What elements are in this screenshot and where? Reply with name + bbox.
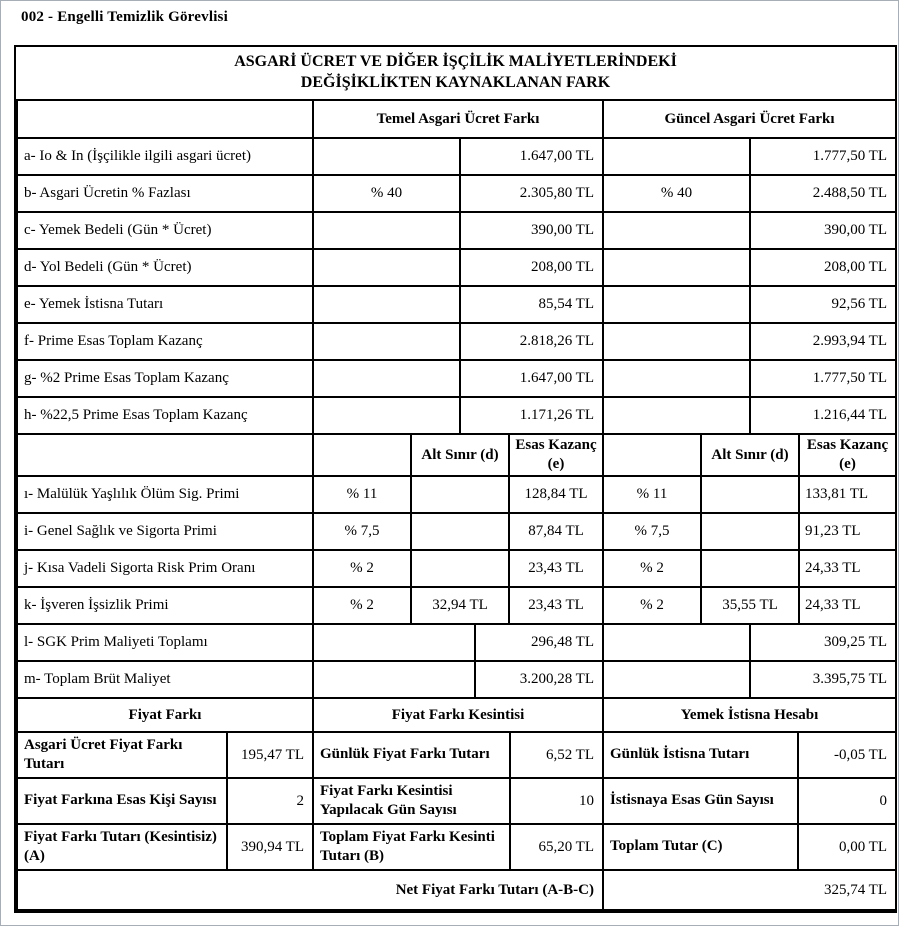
bottom-label: Asgari Ücret Fiyat Farkı Tutarı (17, 732, 227, 778)
row-label: d- Yol Bedeli (Gün * Ücret) (17, 249, 313, 286)
table-row (17, 434, 896, 476)
table-row (17, 870, 896, 910)
esas-kazanc-cell: 24,33 TL (799, 550, 896, 587)
percent-cell (313, 360, 460, 397)
percent-cell (313, 323, 460, 360)
percent-cell: % 40 (313, 175, 460, 212)
percent-cell (603, 138, 750, 175)
row-label: g- %2 Prime Esas Toplam Kazanç (17, 360, 313, 397)
amount-cell: 3.200,28 TL (475, 661, 603, 698)
section-premium-rows (16, 433, 897, 625)
empty-cell (313, 434, 411, 476)
empty-cell (603, 624, 750, 661)
bottom-label: Toplam Fiyat Farkı Kesinti Tutarı (B) (313, 824, 510, 870)
table-row (17, 732, 896, 778)
table-row (17, 100, 896, 138)
table-row (17, 175, 896, 212)
table-row (17, 286, 896, 323)
table-title-line1: ASGARİ ÜCRET VE DİĞER İŞÇİLİK MALİYETLERİNDEKİ (234, 53, 677, 71)
row-label: a- Io & In (İşçilikle ilgili asgari ücret) (17, 138, 313, 175)
amount-cell: 208,00 TL (460, 249, 603, 286)
percent-cell (313, 212, 460, 249)
alt-sinir-cell (411, 513, 509, 550)
section-header-fiyat-farki: Fiyat Farkı (17, 698, 313, 732)
amount-cell: 390,00 TL (750, 212, 896, 249)
bottom-value: 6,52 TL (510, 732, 603, 778)
table-row (17, 624, 896, 661)
bottom-label: Günlük İstisna Tutarı (603, 732, 798, 778)
page-title: 002 - Engelli Temizlik Görevlisi (21, 9, 228, 25)
amount-cell: 296,48 TL (475, 624, 603, 661)
amount-cell: 1.777,50 TL (750, 360, 896, 397)
alt-sinir-cell (411, 476, 509, 513)
table-row (17, 397, 896, 434)
row-label: f- Prime Esas Toplam Kazanç (17, 323, 313, 360)
esas-kazanc-cell: 87,84 TL (509, 513, 603, 550)
percent-cell: % 7,5 (603, 513, 701, 550)
empty-cell (603, 434, 701, 476)
table-title (16, 47, 895, 99)
table-row (17, 249, 896, 286)
subheader-esas-kazanc: Esas Kazanç (e) (799, 434, 896, 476)
bottom-label: Toplam Tutar (C) (603, 824, 798, 870)
column-header-guncel: Güncel Asgari Ücret Farkı (603, 100, 896, 138)
percent-cell (603, 286, 750, 323)
percent-cell: % 2 (603, 550, 701, 587)
percent-cell (313, 397, 460, 434)
bottom-label: Fiyat Farkı Tutarı (Kesintisiz) (A) (17, 824, 227, 870)
row-label: c- Yemek Bedeli (Gün * Ücret) (17, 212, 313, 249)
alt-sinir-cell (701, 476, 799, 513)
bottom-value: 2 (227, 778, 313, 824)
alt-sinir-cell: 32,94 TL (411, 587, 509, 624)
percent-cell (603, 323, 750, 360)
percent-cell (603, 397, 750, 434)
bottom-value: 195,47 TL (227, 732, 313, 778)
percent-cell (603, 249, 750, 286)
bottom-label: Fiyat Farkına Esas Kişi Sayısı (17, 778, 227, 824)
amount-cell: 3.395,75 TL (750, 661, 896, 698)
amount-cell: 92,56 TL (750, 286, 896, 323)
percent-cell: % 7,5 (313, 513, 411, 550)
empty-cell (603, 661, 750, 698)
amount-cell: 1.777,50 TL (750, 138, 896, 175)
table-row (17, 212, 896, 249)
bottom-value: -0,05 TL (798, 732, 896, 778)
row-label: j- Kısa Vadeli Sigorta Risk Prim Oranı (17, 550, 313, 587)
esas-kazanc-cell: 24,33 TL (799, 587, 896, 624)
bottom-label: Günlük Fiyat Farkı Tutarı (313, 732, 510, 778)
amount-cell: 2.993,94 TL (750, 323, 896, 360)
table-row (17, 360, 896, 397)
percent-cell: % 2 (313, 550, 411, 587)
subheader-esas-kazanc: Esas Kazanç (e) (509, 434, 603, 476)
empty-cell (17, 434, 313, 476)
row-label: l- SGK Prim Maliyeti Toplamı (17, 624, 313, 661)
esas-kazanc-cell: 23,43 TL (509, 550, 603, 587)
empty-cell (313, 661, 475, 698)
amount-cell: 2.818,26 TL (460, 323, 603, 360)
section-header-fiyat-farki-kesintisi: Fiyat Farkı Kesintisi (313, 698, 603, 732)
amount-cell: 2.488,50 TL (750, 175, 896, 212)
subheader-alt-sinir: Alt Sınır (d) (411, 434, 509, 476)
amount-cell: 309,25 TL (750, 624, 896, 661)
alt-sinir-cell (701, 513, 799, 550)
row-label: ı- Malülük Yaşlılık Ölüm Sig. Primi (17, 476, 313, 513)
net-label: Net Fiyat Farkı Tutarı (A-B-C) (17, 870, 603, 910)
bottom-value: 0 (798, 778, 896, 824)
amount-cell: 2.305,80 TL (460, 175, 603, 212)
amount-cell: 1.647,00 TL (460, 138, 603, 175)
bottom-value: 390,94 TL (227, 824, 313, 870)
alt-sinir-cell (411, 550, 509, 587)
alt-sinir-cell: 35,55 TL (701, 587, 799, 624)
table-row (17, 513, 896, 550)
table-title-line2: DEĞİŞİKLİKTEN KAYNAKLANAN FARK (300, 74, 611, 91)
table-row (17, 661, 896, 698)
table-row (17, 587, 896, 624)
bottom-label: Fiyat Farkı Kesintisi Yapılacak Gün Sayısı (313, 778, 510, 824)
percent-cell (313, 138, 460, 175)
amount-cell: 208,00 TL (750, 249, 896, 286)
row-label: h- %22,5 Prime Esas Toplam Kazanç (17, 397, 313, 434)
esas-kazanc-cell: 91,23 TL (799, 513, 896, 550)
cost-difference-table (14, 45, 897, 913)
bottom-value: 10 (510, 778, 603, 824)
table-row (17, 824, 896, 870)
section-wage-rows (16, 99, 897, 435)
bottom-value: 65,20 TL (510, 824, 603, 870)
subheader-alt-sinir: Alt Sınır (d) (701, 434, 799, 476)
row-label: m- Toplam Brüt Maliyet (17, 661, 313, 698)
section-price-difference (16, 697, 897, 871)
row-label: b- Asgari Ücretin % Fazlası (17, 175, 313, 212)
section-total-rows (16, 623, 897, 699)
esas-kazanc-cell: 133,81 TL (799, 476, 896, 513)
table-row (17, 550, 896, 587)
section-header-yemek-istisna: Yemek İstisna Hesabı (603, 698, 896, 732)
esas-kazanc-cell: 128,84 TL (509, 476, 603, 513)
percent-cell: % 40 (603, 175, 750, 212)
percent-cell: % 11 (603, 476, 701, 513)
percent-cell: % 2 (313, 587, 411, 624)
amount-cell: 85,54 TL (460, 286, 603, 323)
table-row (17, 323, 896, 360)
table-row (17, 698, 896, 732)
amount-cell: 1.216,44 TL (750, 397, 896, 434)
row-label: k- İşveren İşsizlik Primi (17, 587, 313, 624)
table-row (17, 476, 896, 513)
alt-sinir-cell (701, 550, 799, 587)
percent-cell: % 11 (313, 476, 411, 513)
percent-cell (313, 249, 460, 286)
percent-cell (603, 360, 750, 397)
row-label: i- Genel Sağlık ve Sigorta Primi (17, 513, 313, 550)
amount-cell: 390,00 TL (460, 212, 603, 249)
amount-cell: 1.171,26 TL (460, 397, 603, 434)
empty-cell (17, 100, 313, 138)
empty-cell (313, 624, 475, 661)
percent-cell: % 2 (603, 587, 701, 624)
section-net-total (16, 869, 897, 911)
net-value: 325,74 TL (603, 870, 896, 910)
row-label: e- Yemek İstisna Tutarı (17, 286, 313, 323)
column-header-temel: Temel Asgari Ücret Farkı (313, 100, 603, 138)
table-row (17, 138, 896, 175)
bottom-value: 0,00 TL (798, 824, 896, 870)
percent-cell (313, 286, 460, 323)
esas-kazanc-cell: 23,43 TL (509, 587, 603, 624)
amount-cell: 1.647,00 TL (460, 360, 603, 397)
table-row (17, 778, 896, 824)
percent-cell (603, 212, 750, 249)
bottom-label: İstisnaya Esas Gün Sayısı (603, 778, 798, 824)
